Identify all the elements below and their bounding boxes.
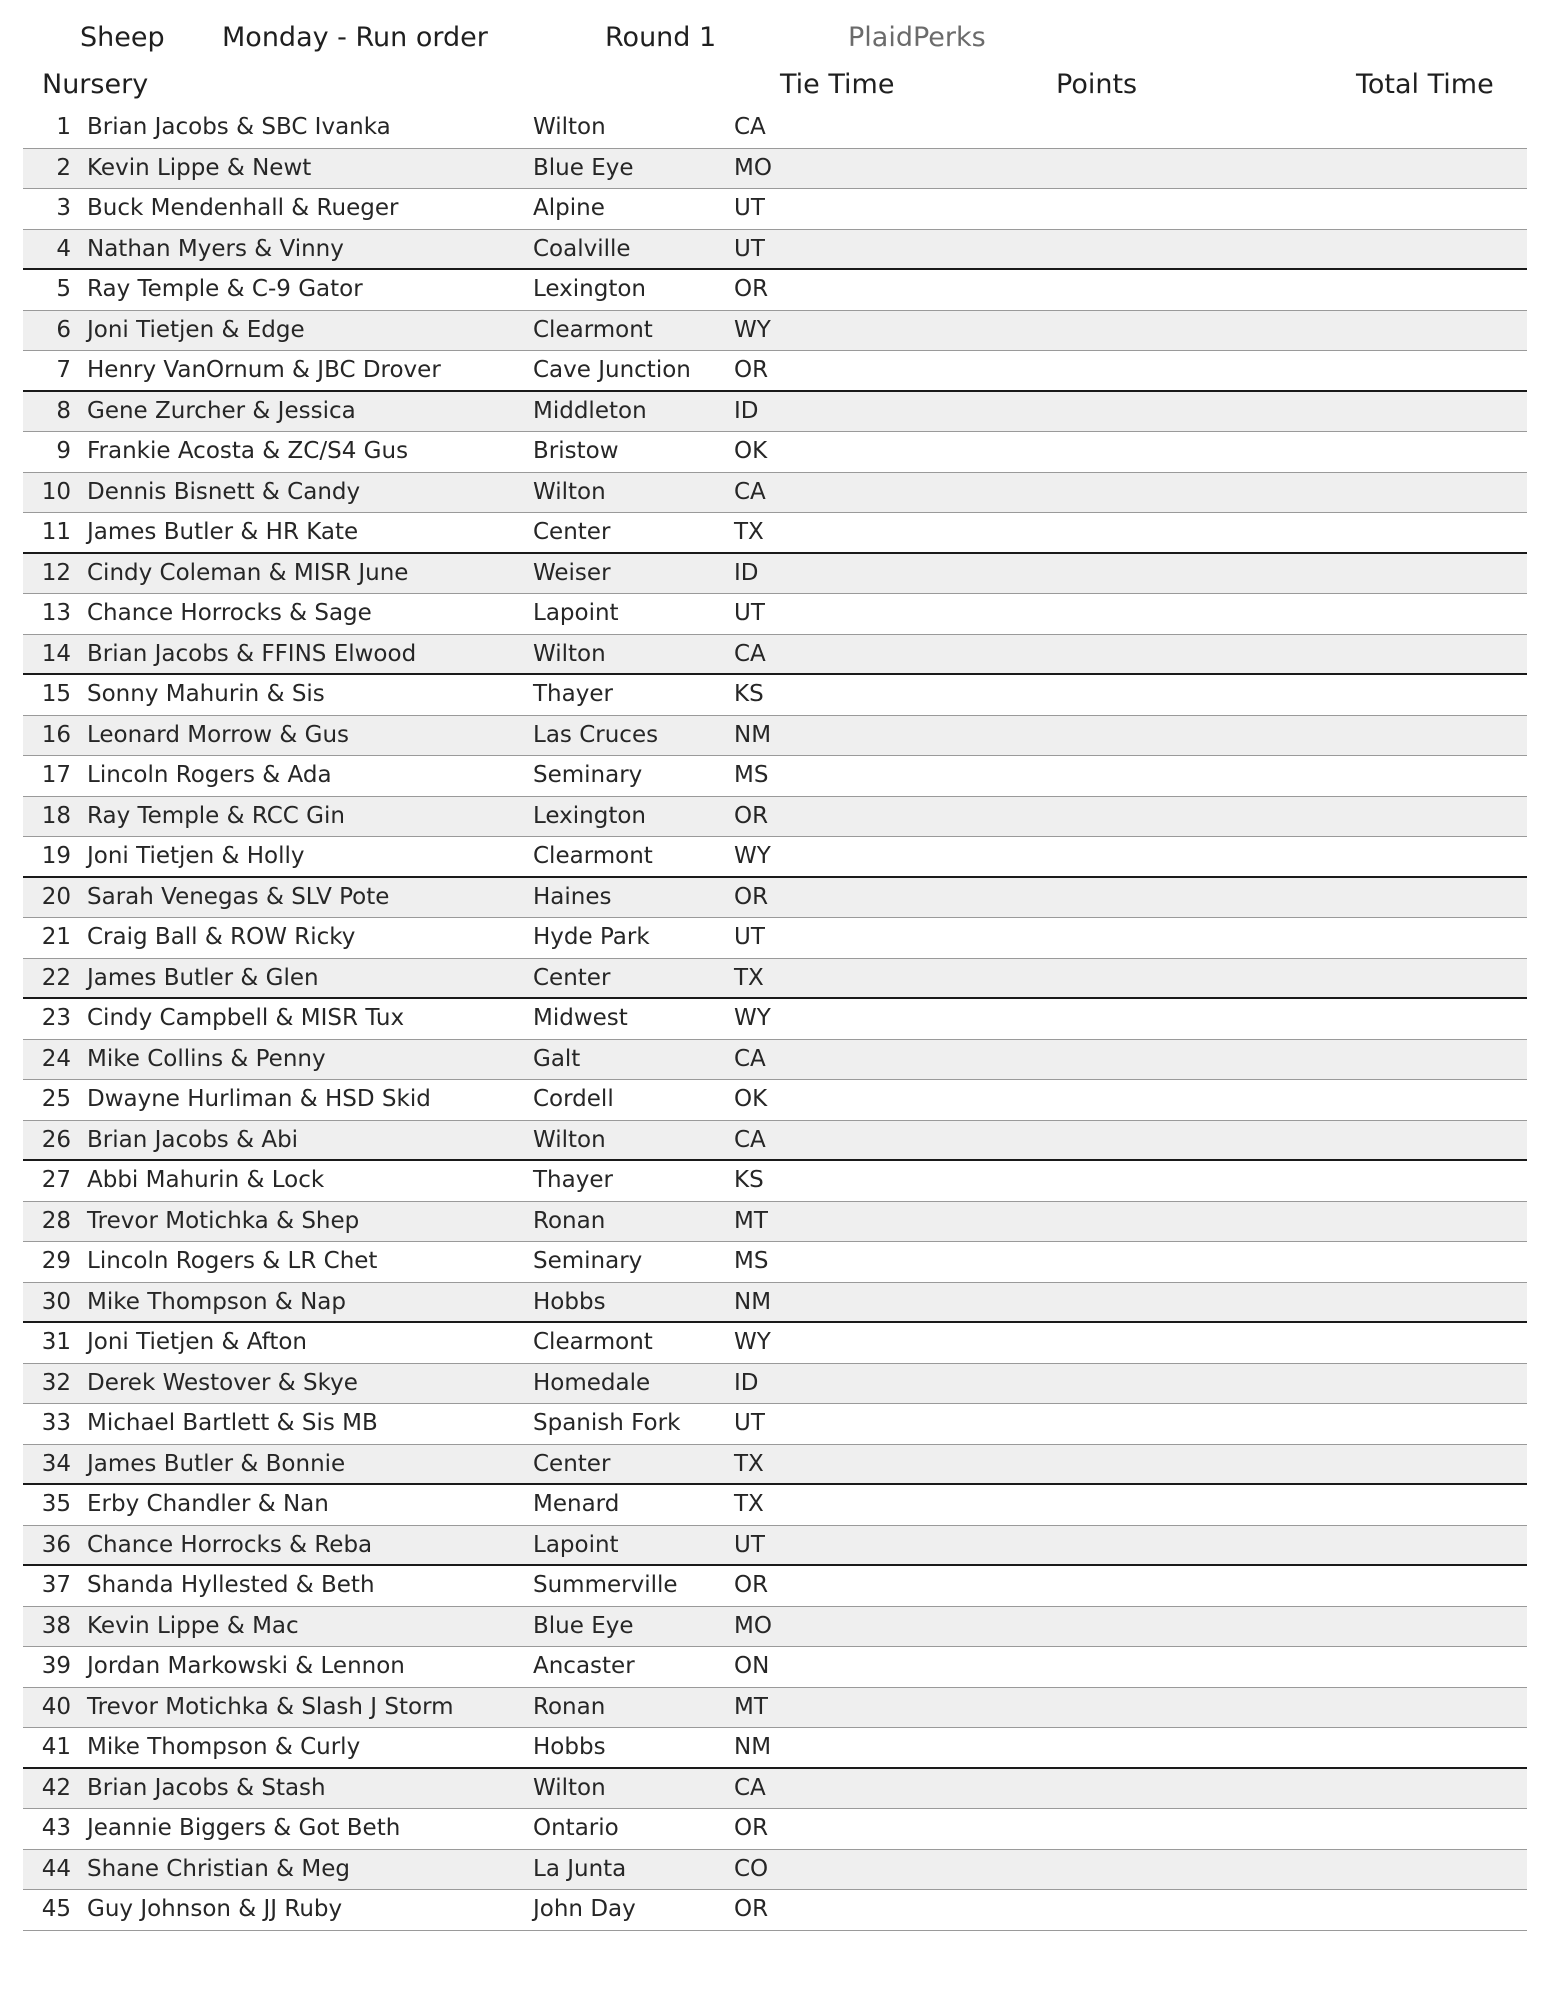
state-cell: OR bbox=[734, 1815, 769, 1841]
city-cell: Wilton bbox=[533, 1774, 606, 1801]
state-cell: WY bbox=[734, 1329, 771, 1355]
class-label: Nursery bbox=[42, 69, 149, 100]
row-number: 24 bbox=[41, 1045, 71, 1072]
city-cell: Las Cruces bbox=[533, 721, 659, 748]
state-cell: WY bbox=[734, 1005, 771, 1031]
state-cell: TX bbox=[734, 964, 764, 991]
city-cell: Seminary bbox=[533, 762, 643, 788]
handler-dog-name: Joni Tietjen & Holly bbox=[87, 843, 305, 869]
table-row bbox=[23, 635, 1527, 676]
handler-dog-name: Chance Horrocks & Sage bbox=[87, 600, 372, 626]
city-cell: Homedale bbox=[533, 1369, 651, 1396]
row-number: 26 bbox=[41, 1126, 71, 1153]
state-cell: MT bbox=[734, 1693, 768, 1720]
city-cell: Clearmont bbox=[533, 1329, 653, 1355]
column-header-total-time: Total Time bbox=[1356, 69, 1494, 100]
state-cell: MS bbox=[734, 762, 769, 788]
handler-dog-name: Brian Jacobs & Stash bbox=[87, 1774, 326, 1801]
state-cell: TX bbox=[734, 519, 764, 545]
city-cell: La Junta bbox=[533, 1855, 627, 1882]
round-label: Round 1 bbox=[605, 22, 717, 53]
city-cell: Wilton bbox=[533, 1126, 606, 1153]
state-cell: UT bbox=[734, 600, 765, 626]
table-row bbox=[23, 959, 1527, 1000]
handler-dog-name: Michael Bartlett & Sis MB bbox=[87, 1410, 378, 1436]
row-number: 5 bbox=[56, 276, 71, 302]
handler-dog-name: Lincoln Rogers & LR Chet bbox=[87, 1248, 378, 1274]
state-cell: WY bbox=[734, 316, 771, 343]
handler-dog-name: Derek Westover & Skye bbox=[87, 1369, 358, 1396]
table-row bbox=[23, 675, 1527, 716]
state-cell: OR bbox=[734, 1572, 769, 1598]
table-row bbox=[23, 797, 1527, 838]
table-row bbox=[23, 473, 1527, 514]
handler-dog-name: Dwayne Hurliman & HSD Skid bbox=[87, 1086, 431, 1112]
row-number: 28 bbox=[41, 1207, 71, 1234]
row-number: 21 bbox=[41, 924, 71, 950]
row-number: 22 bbox=[41, 964, 71, 991]
city-cell: Blue Eye bbox=[533, 1612, 634, 1639]
row-number: 19 bbox=[41, 843, 71, 869]
city-cell: Center bbox=[533, 964, 611, 991]
table-row bbox=[23, 1769, 1527, 1810]
row-number: 35 bbox=[41, 1491, 71, 1517]
city-cell: Alpine bbox=[533, 195, 605, 221]
handler-dog-name: Nathan Myers & Vinny bbox=[87, 235, 344, 262]
state-cell: UT bbox=[734, 195, 765, 221]
table-row bbox=[23, 878, 1527, 919]
handler-dog-name: Guy Johnson & JJ Ruby bbox=[87, 1896, 343, 1922]
handler-dog-name: James Butler & Bonnie bbox=[87, 1450, 346, 1477]
city-cell: Wilton bbox=[533, 640, 606, 667]
handler-dog-name: Sonny Mahurin & Sis bbox=[87, 681, 325, 707]
handler-dog-name: Shanda Hyllested & Beth bbox=[87, 1572, 375, 1598]
city-cell: Hyde Park bbox=[533, 924, 650, 950]
table-row bbox=[23, 351, 1527, 392]
city-cell: Thayer bbox=[533, 1167, 613, 1193]
state-cell: OR bbox=[734, 1896, 769, 1922]
table-row bbox=[23, 1526, 1527, 1567]
city-cell: Thayer bbox=[533, 681, 613, 707]
city-cell: Wilton bbox=[533, 114, 606, 140]
city-cell: Clearmont bbox=[533, 843, 653, 869]
city-cell: Lapoint bbox=[533, 1531, 619, 1558]
table-row bbox=[23, 1040, 1527, 1081]
row-number: 1 bbox=[56, 114, 71, 140]
handler-dog-name: Trevor Motichka & Slash J Storm bbox=[87, 1693, 454, 1720]
state-cell: OR bbox=[734, 883, 769, 910]
column-header-tie-time: Tie Time bbox=[780, 69, 895, 100]
category-label: Sheep bbox=[80, 22, 165, 53]
table-row bbox=[23, 1364, 1527, 1405]
city-cell: Lexington bbox=[533, 276, 647, 302]
state-cell: OR bbox=[734, 357, 769, 383]
handler-dog-name: Henry VanOrnum & JBC Drover bbox=[87, 357, 441, 383]
handler-dog-name: Mike Collins & Penny bbox=[87, 1045, 326, 1072]
state-cell: ON bbox=[734, 1653, 770, 1679]
state-cell: CA bbox=[734, 1045, 766, 1072]
city-cell: Wilton bbox=[533, 478, 606, 505]
row-number: 25 bbox=[41, 1086, 71, 1112]
handler-dog-name: Abbi Mahurin & Lock bbox=[87, 1167, 325, 1193]
state-cell: UT bbox=[734, 1410, 765, 1436]
table-row bbox=[23, 189, 1527, 230]
handler-dog-name: Jeannie Biggers & Got Beth bbox=[87, 1815, 401, 1841]
handler-dog-name: Mike Thompson & Nap bbox=[87, 1288, 346, 1315]
table-row bbox=[23, 1080, 1527, 1121]
table-row bbox=[23, 756, 1527, 797]
handler-dog-name: Brian Jacobs & Abi bbox=[87, 1126, 299, 1153]
city-cell: Ontario bbox=[533, 1815, 619, 1841]
row-number: 13 bbox=[41, 600, 71, 626]
table-row bbox=[23, 1647, 1527, 1688]
state-cell: NM bbox=[734, 1288, 772, 1315]
row-number: 43 bbox=[41, 1815, 71, 1841]
city-cell: Cave Junction bbox=[533, 357, 691, 383]
handler-dog-name: Leonard Morrow & Gus bbox=[87, 721, 350, 748]
row-number: 38 bbox=[41, 1612, 71, 1639]
city-cell: Ronan bbox=[533, 1693, 606, 1720]
state-cell: MT bbox=[734, 1207, 768, 1234]
state-cell: MO bbox=[734, 154, 772, 181]
row-number: 16 bbox=[41, 721, 71, 748]
handler-dog-name: Trevor Motichka & Shep bbox=[87, 1207, 360, 1234]
table-row bbox=[23, 1566, 1527, 1607]
handler-dog-name: Craig Ball & ROW Ricky bbox=[87, 924, 356, 950]
column-header-points: Points bbox=[1056, 69, 1138, 100]
row-number: 34 bbox=[41, 1450, 71, 1477]
row-number: 3 bbox=[56, 195, 71, 221]
city-cell: Bristow bbox=[533, 438, 619, 464]
table-row bbox=[23, 432, 1527, 473]
row-number: 30 bbox=[41, 1288, 71, 1315]
state-cell: MS bbox=[734, 1248, 769, 1274]
row-number: 42 bbox=[41, 1774, 71, 1801]
row-number: 18 bbox=[41, 802, 71, 829]
row-number: 36 bbox=[41, 1531, 71, 1558]
handler-dog-name: Mike Thompson & Curly bbox=[87, 1734, 361, 1760]
city-cell: Ancaster bbox=[533, 1653, 635, 1679]
city-cell: Summerville bbox=[533, 1572, 678, 1598]
state-cell: UT bbox=[734, 924, 765, 950]
row-number: 11 bbox=[41, 519, 71, 545]
state-cell: UT bbox=[734, 235, 765, 262]
handler-dog-name: Kevin Lippe & Mac bbox=[87, 1612, 299, 1639]
city-cell: Lexington bbox=[533, 802, 647, 829]
row-number: 45 bbox=[41, 1896, 71, 1922]
city-cell: Lapoint bbox=[533, 600, 619, 626]
row-number: 44 bbox=[41, 1855, 71, 1882]
state-cell: OK bbox=[734, 1086, 768, 1112]
state-cell: NM bbox=[734, 1734, 772, 1760]
handler-dog-name: Cindy Coleman & MISR June bbox=[87, 559, 409, 586]
city-cell: Seminary bbox=[533, 1248, 643, 1274]
table-row bbox=[23, 918, 1527, 959]
handler-dog-name: James Butler & Glen bbox=[87, 964, 319, 991]
city-cell: Cordell bbox=[533, 1086, 614, 1112]
table-row bbox=[23, 149, 1527, 190]
table-row bbox=[23, 230, 1527, 271]
city-cell: Center bbox=[533, 519, 611, 545]
city-cell: John Day bbox=[533, 1896, 636, 1922]
handler-dog-name: Ray Temple & RCC Gin bbox=[87, 802, 345, 829]
state-cell: KS bbox=[734, 681, 764, 707]
row-number: 33 bbox=[41, 1410, 71, 1436]
state-cell: ID bbox=[734, 1369, 759, 1396]
table-row bbox=[23, 1283, 1527, 1324]
handler-dog-name: Ray Temple & C-9 Gator bbox=[87, 276, 363, 302]
row-number: 14 bbox=[41, 640, 71, 667]
table-row bbox=[23, 392, 1527, 433]
table-row bbox=[23, 1728, 1527, 1769]
table-row bbox=[23, 1607, 1527, 1648]
handler-dog-name: Frankie Acosta & ZC/S4 Gus bbox=[87, 438, 409, 464]
row-number: 7 bbox=[56, 357, 71, 383]
handler-dog-name: Joni Tietjen & Afton bbox=[87, 1329, 307, 1355]
row-number: 15 bbox=[41, 681, 71, 707]
row-number: 4 bbox=[56, 235, 71, 262]
handler-dog-name: Erby Chandler & Nan bbox=[87, 1491, 329, 1517]
table-row bbox=[23, 1242, 1527, 1283]
city-cell: Midwest bbox=[533, 1005, 628, 1031]
state-cell: OR bbox=[734, 802, 769, 829]
page-title: Monday - Run order bbox=[222, 22, 488, 53]
row-number: 20 bbox=[41, 883, 71, 910]
table-row bbox=[23, 270, 1527, 311]
row-number: 31 bbox=[41, 1329, 71, 1355]
row-number: 12 bbox=[41, 559, 71, 586]
row-number: 27 bbox=[41, 1167, 71, 1193]
state-cell: MO bbox=[734, 1612, 772, 1639]
handler-dog-name: Brian Jacobs & FFINS Elwood bbox=[87, 640, 417, 667]
handler-dog-name: Lincoln Rogers & Ada bbox=[87, 762, 332, 788]
row-number: 40 bbox=[41, 1693, 71, 1720]
city-cell: Center bbox=[533, 1450, 611, 1477]
row-number: 9 bbox=[56, 438, 71, 464]
handler-dog-name: Joni Tietjen & Edge bbox=[87, 316, 305, 343]
handler-dog-name: Dennis Bisnett & Candy bbox=[87, 478, 361, 505]
table-row bbox=[23, 1202, 1527, 1243]
table-row bbox=[23, 513, 1527, 554]
handler-dog-name: Kevin Lippe & Newt bbox=[87, 154, 312, 181]
city-cell: Clearmont bbox=[533, 316, 653, 343]
city-cell: Haines bbox=[533, 883, 612, 910]
state-cell: CA bbox=[734, 640, 766, 667]
row-number: 6 bbox=[56, 316, 71, 343]
state-cell: TX bbox=[734, 1450, 764, 1477]
state-cell: KS bbox=[734, 1167, 764, 1193]
table-row bbox=[23, 1485, 1527, 1526]
city-cell: Blue Eye bbox=[533, 154, 634, 181]
state-cell: CA bbox=[734, 1774, 766, 1801]
handler-dog-name: Shane Christian & Meg bbox=[87, 1855, 351, 1882]
state-cell: CO bbox=[734, 1855, 769, 1882]
row-number: 23 bbox=[41, 1005, 71, 1031]
table-row bbox=[23, 837, 1527, 878]
row-number: 32 bbox=[41, 1369, 71, 1396]
state-cell: OR bbox=[734, 276, 769, 302]
handler-dog-name: Sarah Venegas & SLV Pote bbox=[87, 883, 390, 910]
handler-dog-name: Gene Zurcher & Jessica bbox=[87, 397, 356, 424]
row-number: 2 bbox=[56, 154, 71, 181]
state-cell: ID bbox=[734, 559, 759, 586]
brand-label: PlaidPerks bbox=[848, 22, 986, 53]
city-cell: Menard bbox=[533, 1491, 620, 1517]
table-row bbox=[23, 1161, 1527, 1202]
city-cell: Spanish Fork bbox=[533, 1410, 681, 1436]
state-cell: CA bbox=[734, 478, 766, 505]
table-row bbox=[23, 1404, 1527, 1445]
row-number: 39 bbox=[41, 1653, 71, 1679]
city-cell: Coalville bbox=[533, 235, 631, 262]
city-cell: Hobbs bbox=[533, 1734, 606, 1760]
city-cell: Hobbs bbox=[533, 1288, 606, 1315]
city-cell: Ronan bbox=[533, 1207, 606, 1234]
row-number: 10 bbox=[41, 478, 71, 505]
run-order-table bbox=[23, 108, 1527, 1931]
city-cell: Galt bbox=[533, 1045, 581, 1072]
state-cell: ID bbox=[734, 397, 759, 424]
table-row bbox=[23, 311, 1527, 352]
state-cell: CA bbox=[734, 1126, 766, 1153]
table-row bbox=[23, 999, 1527, 1040]
handler-dog-name: Cindy Campbell & MISR Tux bbox=[87, 1005, 405, 1031]
table-row bbox=[23, 1688, 1527, 1729]
city-cell: Weiser bbox=[533, 559, 611, 586]
table-row bbox=[23, 1809, 1527, 1850]
row-number: 29 bbox=[41, 1248, 71, 1274]
table-row bbox=[23, 1850, 1527, 1891]
state-cell: WY bbox=[734, 843, 771, 869]
handler-dog-name: James Butler & HR Kate bbox=[87, 519, 359, 545]
table-row bbox=[23, 1323, 1527, 1364]
table-row bbox=[23, 1121, 1527, 1162]
row-number: 41 bbox=[41, 1734, 71, 1760]
handler-dog-name: Chance Horrocks & Reba bbox=[87, 1531, 373, 1558]
row-number: 8 bbox=[56, 397, 71, 424]
table-row bbox=[23, 716, 1527, 757]
handler-dog-name: Buck Mendenhall & Rueger bbox=[87, 195, 399, 221]
handler-dog-name: Jordan Markowski & Lennon bbox=[87, 1653, 405, 1679]
state-cell: NM bbox=[734, 721, 772, 748]
table-row bbox=[23, 108, 1527, 149]
table-row bbox=[23, 554, 1527, 595]
state-cell: OK bbox=[734, 438, 768, 464]
state-cell: TX bbox=[734, 1491, 764, 1517]
row-number: 17 bbox=[41, 762, 71, 788]
table-row bbox=[23, 594, 1527, 635]
city-cell: Middleton bbox=[533, 397, 647, 424]
state-cell: CA bbox=[734, 114, 766, 140]
table-row bbox=[23, 1445, 1527, 1486]
table-row bbox=[23, 1890, 1527, 1931]
state-cell: UT bbox=[734, 1531, 765, 1558]
handler-dog-name: Brian Jacobs & SBC Ivanka bbox=[87, 114, 391, 140]
row-number: 37 bbox=[41, 1572, 71, 1598]
